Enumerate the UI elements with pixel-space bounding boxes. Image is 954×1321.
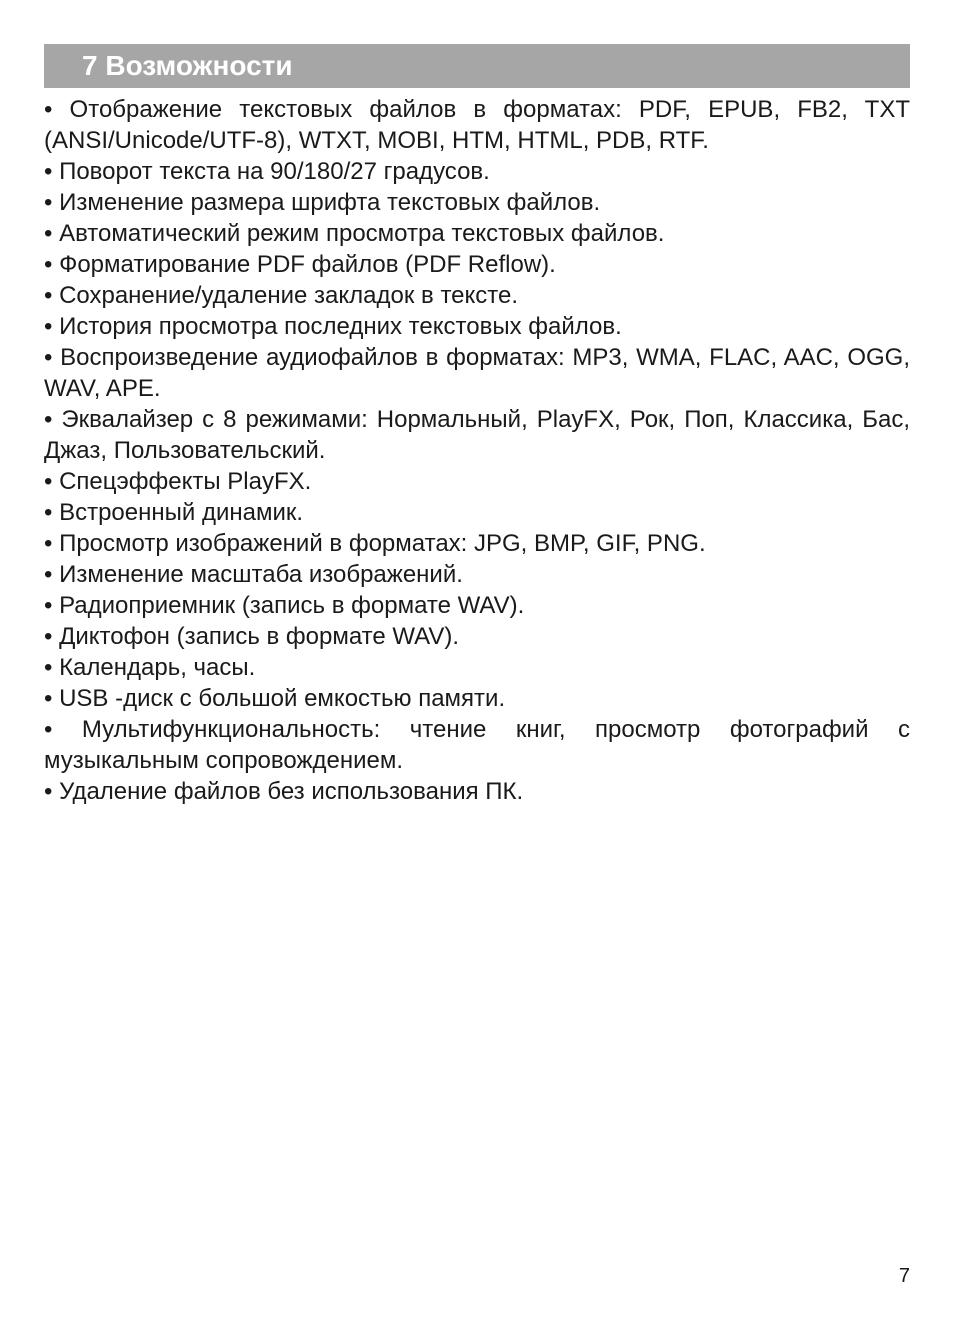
feature-list bbox=[44, 94, 910, 807]
feature-item: • Мультифункциональность: чтение книг, просмотр фотографий с музыкальным сопровождением. bbox=[44, 716, 910, 774]
feature-item: • Удаление файлов без использования ПК. bbox=[44, 778, 524, 805]
feature-item: • Диктофон (запись в формате WAV). bbox=[44, 623, 460, 650]
section-header bbox=[44, 44, 910, 88]
feature-item: • Воспроизведение аудиофайлов в форматах: MP3, WMA, FLAC, AAC, OGG, WAV, APE. bbox=[44, 344, 910, 402]
feature-item: • Радиоприемник (запись в формате WAV). bbox=[44, 592, 525, 619]
feature-item: • USB -диск с большой емкостью памяти. bbox=[44, 685, 506, 712]
feature-item: • Форматирование PDF файлов (PDF Reflow). bbox=[44, 251, 556, 278]
feature-item: • Сохранение/удаление закладок в тексте. bbox=[44, 282, 519, 309]
feature-item: • Спецэффекты PlayFX. bbox=[44, 468, 312, 495]
feature-item: • Изменение масштаба изображений. bbox=[44, 561, 463, 588]
feature-item: • История просмотра последних текстовых файлов. bbox=[44, 313, 622, 340]
feature-item: • Календарь, часы. bbox=[44, 654, 256, 681]
feature-item: • Эквалайзер с 8 режимами: Нормальный, PlayFX, Рок, Поп, Классика, Бас, Джаз, Пользовательский. bbox=[44, 406, 910, 464]
feature-item: • Встроенный динамик. bbox=[44, 499, 304, 526]
page-number: 7 bbox=[898, 1265, 910, 1287]
feature-item: • Отображение текстовых файлов в форматах: PDF, EPUB, FB2, TXT (ANSI/Unicode/UTF-8), WTXT, MOBI, HTM, HTML, PDB, RTF. bbox=[44, 96, 910, 154]
feature-item: • Просмотр изображений в форматах: JPG, BMP, GIF, PNG. bbox=[44, 530, 706, 557]
feature-item: • Автоматический режим просмотра текстовых файлов. bbox=[44, 220, 665, 247]
feature-item: • Изменение размера шрифта текстовых файлов. bbox=[44, 189, 601, 216]
feature-item: • Поворот текста на 90/180/27 градусов. bbox=[44, 158, 490, 185]
section-title: 7 Возможности bbox=[82, 50, 293, 81]
